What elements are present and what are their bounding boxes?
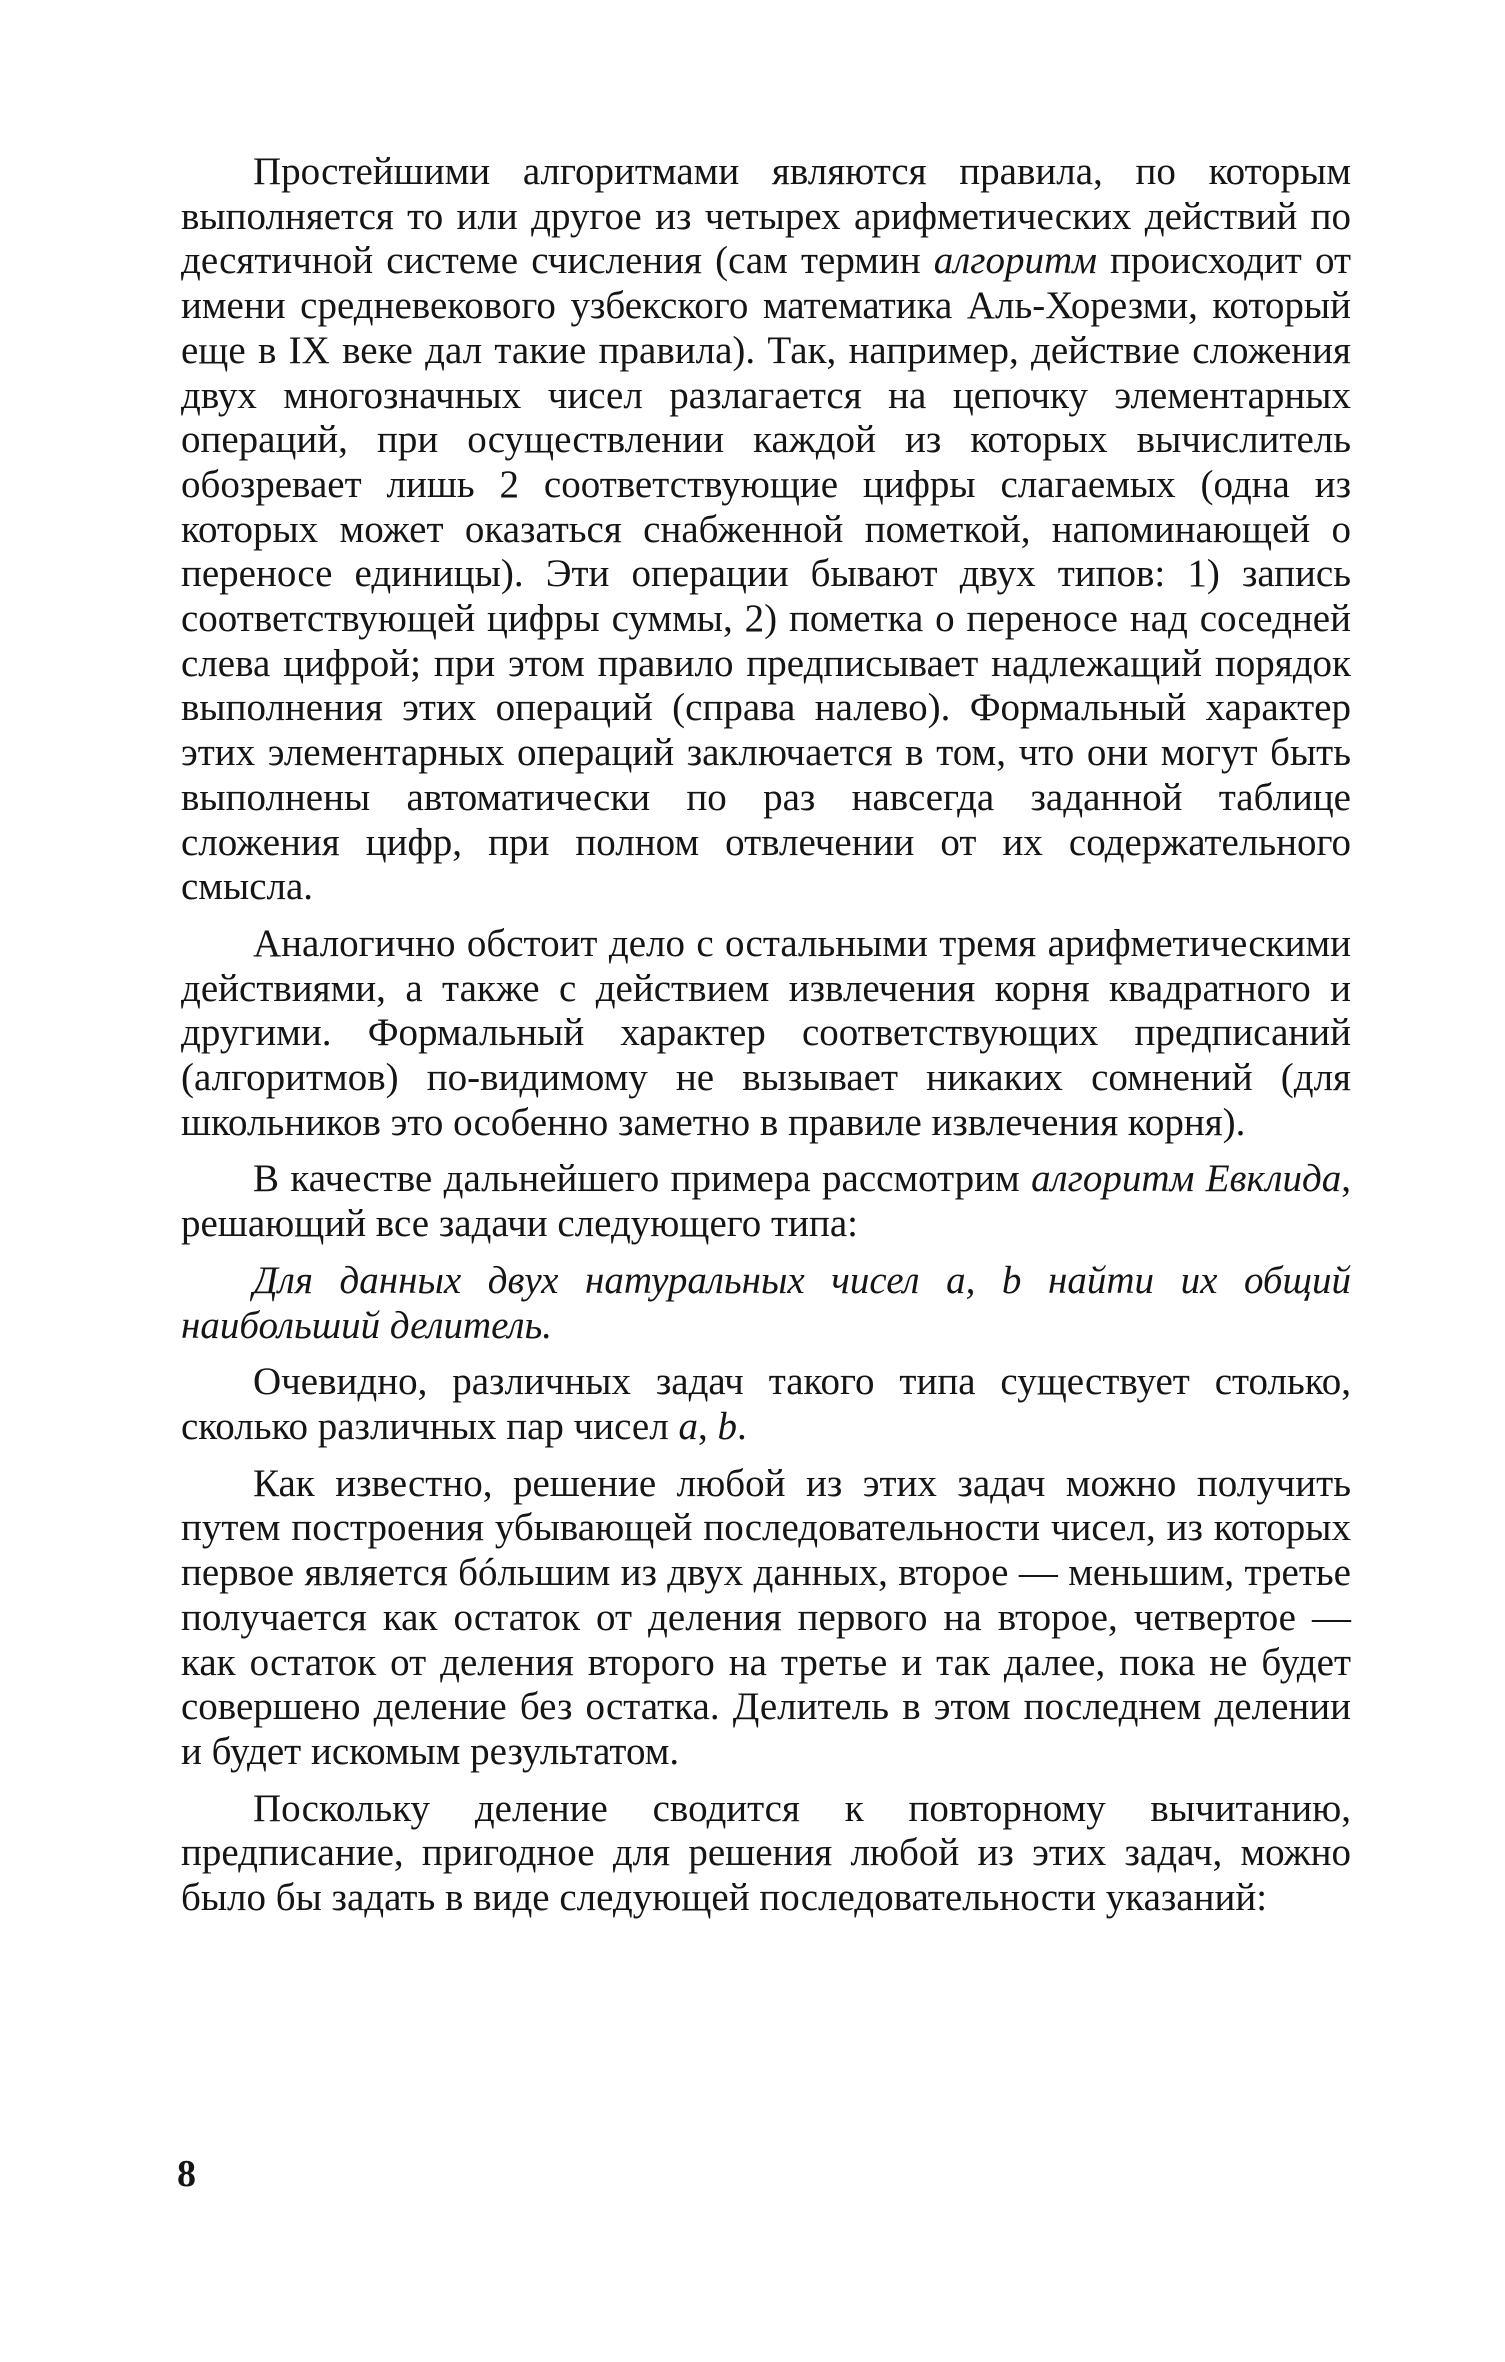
page-text-body bbox=[181, 150, 1351, 1921]
paragraph-3 bbox=[181, 1157, 1351, 1246]
paragraph-5-text-a: Очевидно, различных задач такого типа существует столько, сколько различных пар чисел bbox=[181, 1360, 1351, 1448]
paragraph-1 bbox=[181, 150, 1351, 910]
paragraph-7 bbox=[181, 1787, 1351, 1921]
term-algorithm: алгоритм bbox=[933, 239, 1098, 283]
paragraph-1-text-a: Простейшими алгоритмами являются правила, по которым выполняется то или другое из четырех арифметических действий по десятичной системе счисления (сам термин bbox=[181, 150, 1351, 283]
paragraph-3-text-b: , решающий все задачи следующего типа: bbox=[181, 1157, 1351, 1246]
paragraph-7-text: Поскольку деление сводится к повторному вычитанию, предписание, пригодное для решения любой из этих задач, можно было бы задать в виде следующей последовательности указаний: bbox=[181, 1786, 1351, 1920]
page-number: 8 bbox=[177, 2153, 196, 2195]
paragraph-5-period: . bbox=[736, 1404, 747, 1448]
paragraph-6 bbox=[181, 1462, 1351, 1775]
paragraph-4-problem-statement bbox=[181, 1259, 1351, 1348]
paragraph-2-text: Аналогично обстоит дело с остальными тремя арифметическими действиями, а также с действием извлечения корня квадратного и другими. Формальный характер соответствующих предписаний (алгоритмов) по-видимому не вызывает никаких сомнений (для школьников это особенно заметно в правиле извлечения корня). bbox=[181, 921, 1351, 1144]
paragraph-3-text-a: В качестве дальнейшего примера рассмотрим bbox=[253, 1157, 1032, 1201]
paragraph-6-text: Как известно, решение любой из этих задач можно получить путем построения убывающей последовательности чисел, из которых первое является бóльшим из двух данных, второе — меньшим, третье получается как остаток от деления первого на второе, четвертое — как остаток от деления второго на третье и так далее, пока не будет совершено деление без остатка. Делитель в этом последнем делении и будет искомым результатом. bbox=[181, 1461, 1351, 1773]
problem-statement-text: Для данных двух натуральных чисел a, b найти их общий наибольший делитель. bbox=[181, 1258, 1351, 1347]
paragraph-5 bbox=[181, 1360, 1351, 1449]
variable-b: b bbox=[717, 1404, 737, 1448]
paragraph-2 bbox=[181, 922, 1351, 1146]
variable-a: a bbox=[678, 1404, 698, 1448]
term-euclid-algorithm: алгоритм Евклида bbox=[1031, 1157, 1342, 1201]
paragraph-5-separator: , bbox=[697, 1404, 718, 1448]
paragraph-1-text-b: происходит от имени средневекового узбекского математика Аль-Хорезми, который еще в IX веке дал такие правила). Так, например, действие сложения двух многозначных чисел разлагается на цепочку элементарных операций, при осуществлении каждой из которых вычислитель обозревает лишь 2 соответствующие цифры слагаемых (одна из которых может оказаться снабженной пометкой, напоминающей о переносе единицы). Эти операции бывают двух типов: 1) запись соответствующей цифры суммы, 2) пометка о переносе над соседней слева цифрой; при этом правило предписывает надлежащий порядок выполнения этих операций (справа налево). Формальный характер этих элементарных операций заключается в том, что они могут быть выполнены автоматически по раз навсегда заданной таблице сложения цифр, при полном отвлечении от их содержательного смысла. bbox=[181, 239, 1351, 909]
